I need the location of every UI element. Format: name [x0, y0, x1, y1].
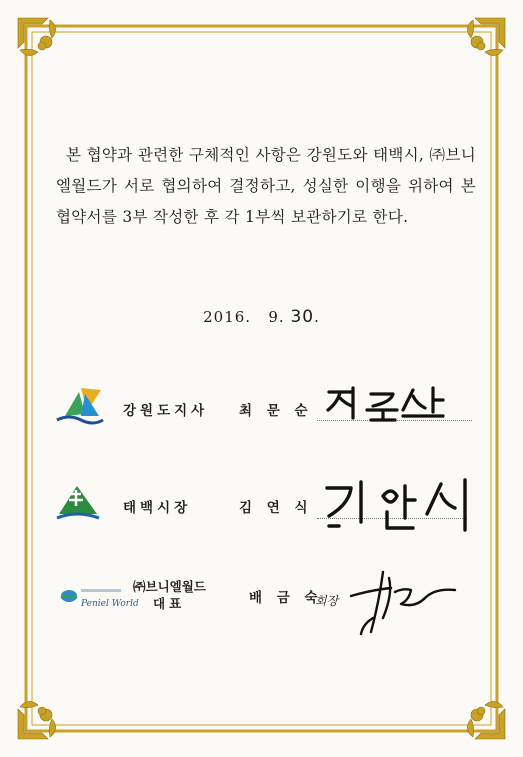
corner-ornament-bottom-right — [467, 701, 505, 739]
gangwon-province-emblem — [55, 386, 105, 428]
signatory-taebaek — [55, 478, 485, 538]
corner-ornament-top-left — [18, 18, 56, 56]
signatory-organization-block — [133, 578, 206, 612]
signing-date — [0, 307, 523, 327]
taebaek-city-emblem — [55, 480, 101, 524]
signatory-title-handwritten: 회장 — [315, 594, 339, 608]
handwritten-signature — [343, 566, 473, 642]
signatory-gangwon — [55, 382, 485, 442]
date-day-handwritten: 30 — [290, 307, 315, 327]
handwritten-signature — [323, 382, 473, 424]
signatory-name: 김 연 식 — [239, 500, 313, 516]
date-suffix: . — [314, 308, 320, 326]
signatory-name: 배 금 숙 — [249, 590, 323, 606]
agreement-clause-text: 본 협약과 관련한 구체적인 사항은 강원도와 태백시, ㈜브니엘월드가 서로 협의하여 결정하고, 성실한 이행을 위하여 본 협약서를 3부 작성한 후 각 1부씩 보관하기로 한다. — [56, 146, 476, 226]
peniel-world-logo-text: Peniel World — [81, 599, 139, 609]
corner-ornament-top-right — [467, 18, 505, 56]
agreement-clause — [56, 140, 476, 233]
peniel-world-logo — [59, 584, 139, 610]
signatory-organization: ㈜브니엘월드 — [133, 579, 206, 594]
signatory-name: 최 문 순 — [239, 403, 313, 419]
handwritten-signature — [321, 472, 481, 538]
date-year-month: 2016. 9. — [203, 308, 285, 326]
signatory-organization: 강원도지사 — [123, 403, 209, 419]
signatory-organization: 태백시장 — [123, 500, 192, 516]
signatory-peniel-world — [55, 574, 485, 634]
signatory-role: 대표 — [153, 596, 186, 611]
corner-ornament-bottom-left — [18, 701, 56, 739]
